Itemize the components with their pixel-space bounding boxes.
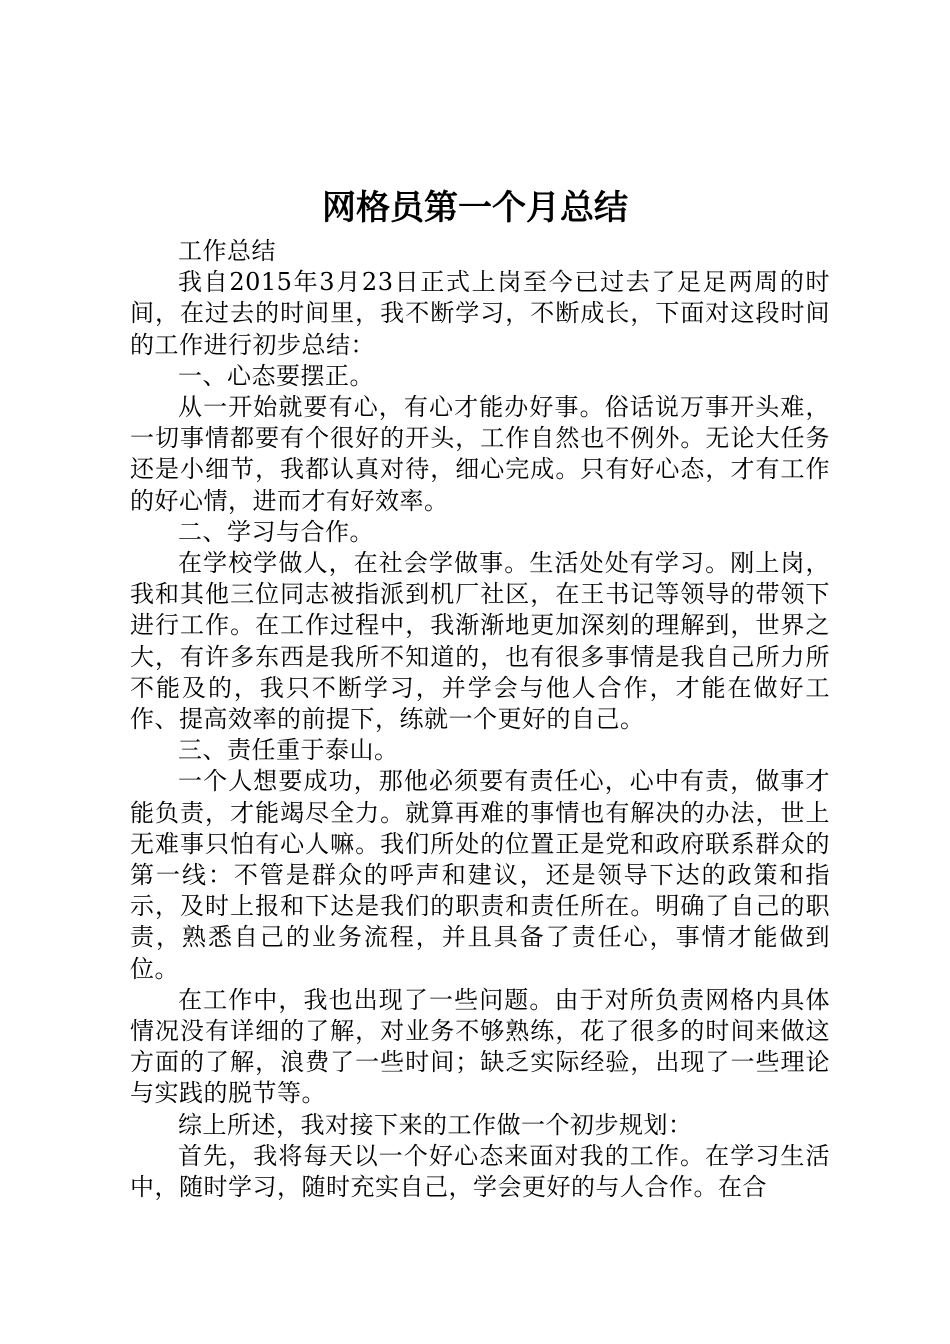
- paragraph-problems: 在工作中，我也出现了一些问题。由于对所负责网格内具体情况没有详细的了解，对业务不够熟练，花了很多的时间来做这方面的了解，浪费了一些时间；缺乏实际经验，出现了一些理论与实践的脱节等。: [130, 985, 830, 1108]
- paragraph-learning: 在学校学做人，在社会学做事。生活处处有学习。刚上岗，我和其他三位同志被指派到机厂社区，在王书记等领导的带领下进行工作。在工作过程中，我渐渐地更加深刻的理解到，世界之大，有许多东西是我所不知道的，也有很多事情是我自己所力所不能及的，我只不断学习，并学会与他人合作，才能在做好工作、提高效率的前提下，练就一个更好的自己。: [130, 549, 830, 734]
- section-heading-attitude: 一、心态要摆正。: [178, 361, 374, 390]
- paragraph-intro: 我自2015年3月23日正式上岗至今已过去了足足两周的时间，在过去的时间里，我不断学习，不断成长，下面对这段时间的工作进行初步总结：: [130, 268, 830, 359]
- paragraph-plan-first: 首先，我将每天以一个好心态来面对我的工作。在学习生活中，随时学习，随时充实自己，学会更好的与人合作。在合: [130, 1141, 830, 1202]
- paragraph-heading-work-summary: 工作总结: [178, 237, 276, 265]
- section-heading-learning: 二、学习与合作。: [178, 517, 374, 546]
- document-body: [130, 236, 830, 1203]
- section-heading-responsibility: 三、责任重于泰山。: [178, 736, 399, 765]
- paragraph-attitude: 从一开始就要有心，有心才能办好事。俗话说万事开头难，一切事情都要有个很好的开头，工作自然也不例外。无论大任务还是小细节，我都认真对待，细心完成。只有好心态，才有工作的好心情，进而才有好效率。: [130, 393, 830, 515]
- paragraph-plan-intro: 综上所述，我对接下来的工作做一个初步规划：: [178, 1110, 693, 1139]
- document-title: 网格员第一个月总结: [322, 188, 628, 228]
- paragraph-responsibility: 一个人想要成功，那他必须要有责任心，心中有责，做事才能负责，才能竭尽全力。就算再难的事情也有解决的办法，世上无难事只怕有心人嘛。我们所处的位置正是党和政府联系群众的第一线：不管是群众的呼声和建议，还是领导下达的政策和指示，及时上报和下达是我们的职责和责任所在。明确了自己的职责，熟悉自己的业务流程，并且具备了责任心，事情才能做到位。: [130, 767, 830, 983]
